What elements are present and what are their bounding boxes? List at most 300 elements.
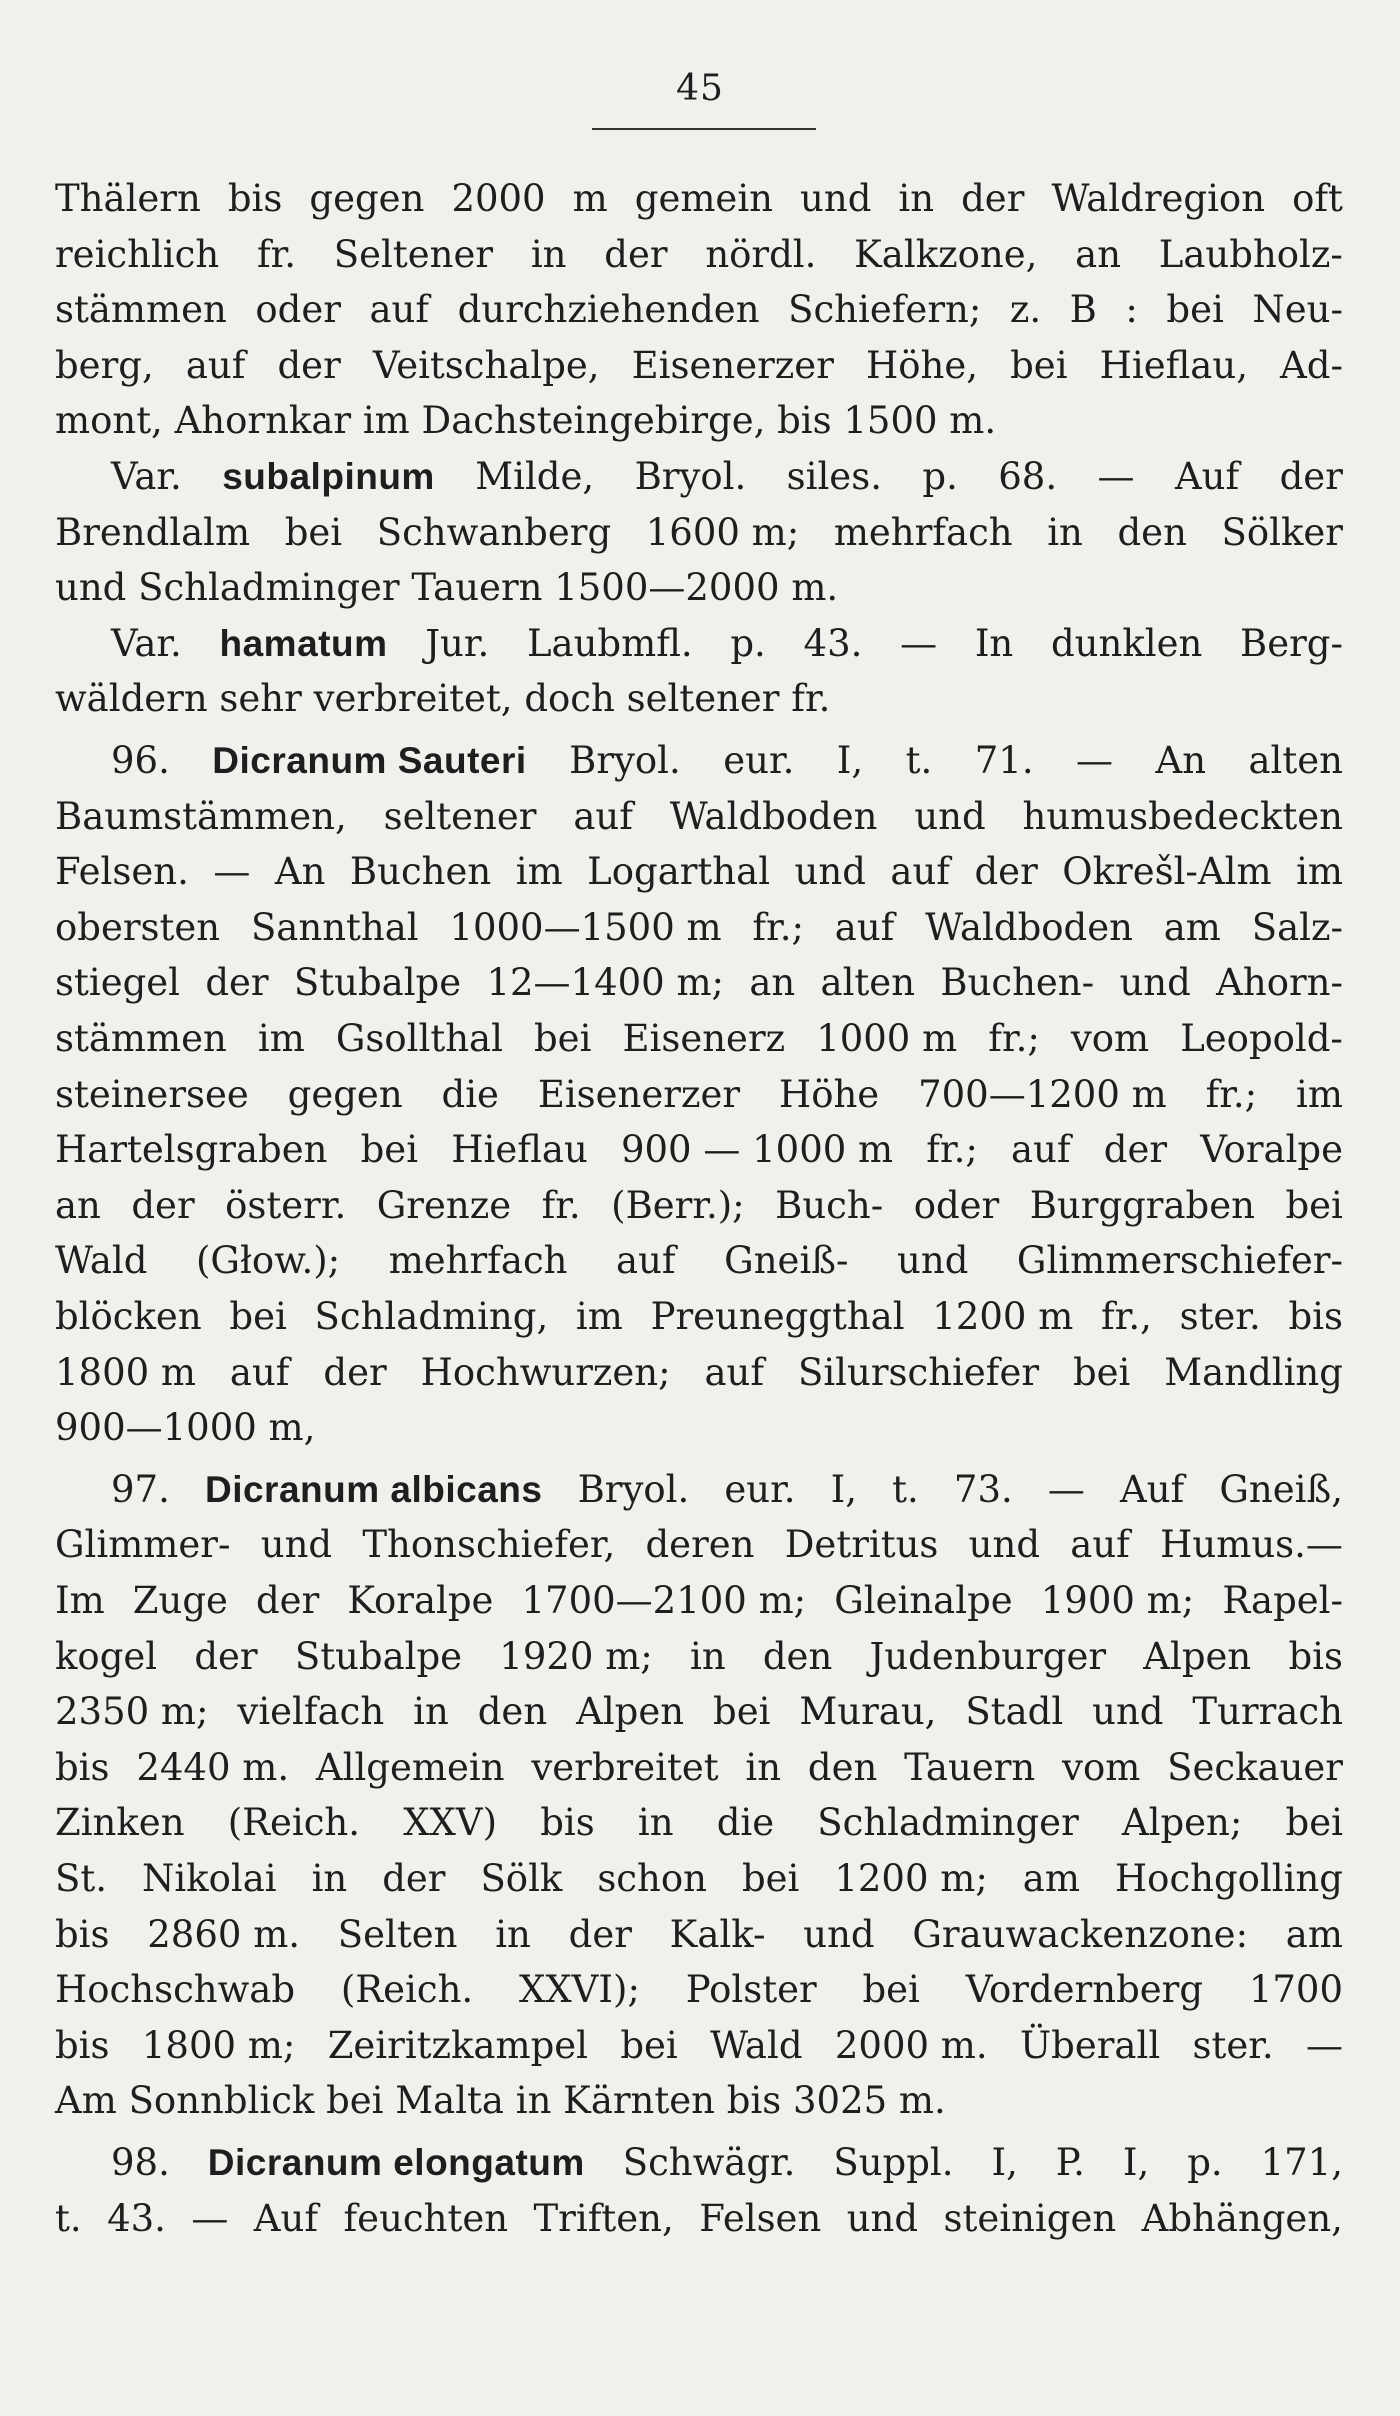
word: eur. <box>724 1468 796 1511</box>
word: In <box>974 622 1014 665</box>
word: hamatum <box>219 623 388 664</box>
word: Vordernberg <box>965 1968 1204 2011</box>
word: auf <box>185 344 246 387</box>
word: und <box>794 850 866 893</box>
word: Veitschalpe, <box>372 344 600 387</box>
word: der <box>205 961 269 1004</box>
text-line <box>55 1908 1343 1962</box>
word: und <box>260 1523 333 1566</box>
word: Gneiß- <box>724 1239 849 1282</box>
word: steinersee <box>55 1073 249 1116</box>
word: Dicranum Sauteri <box>212 740 527 781</box>
word: stämmen <box>55 288 227 331</box>
text-line <box>55 1068 1343 1122</box>
word: Wald <box>55 1239 148 1282</box>
word: bis <box>55 1913 110 1956</box>
word: am <box>1285 1913 1343 1956</box>
word: 1000 m <box>816 1017 958 1060</box>
word: und <box>803 1913 875 1956</box>
word: in <box>898 177 935 220</box>
word: deren <box>645 1523 755 1566</box>
word: 2350 m; <box>55 1690 209 1733</box>
word: bei <box>741 1857 800 1900</box>
word: (Reich. <box>340 1968 474 2011</box>
text-line <box>55 1574 1343 1628</box>
word: Dicranum elongatum <box>207 2142 585 2183</box>
word: oder <box>255 288 341 331</box>
word: bei <box>1285 1184 1343 1227</box>
word: Turrach <box>1192 1690 1343 1733</box>
word: oft <box>1292 177 1343 220</box>
word: Buchen- <box>940 961 1095 1004</box>
word: fr. <box>256 233 297 276</box>
word: am <box>1022 1857 1080 1900</box>
word: ster. <box>1192 2024 1274 2067</box>
word: 900—1000 m, <box>55 1406 316 1449</box>
word: (Głow.); <box>195 1239 341 1282</box>
word: Koralpe <box>347 1579 494 1622</box>
text-line <box>55 1179 1343 1233</box>
word: in <box>311 1857 348 1900</box>
word: An <box>1155 739 1207 782</box>
word: Alpen <box>1143 1635 1252 1678</box>
word: Bryol. <box>569 739 681 782</box>
word: der <box>323 1351 387 1394</box>
word: Silurschiefer <box>797 1351 1040 1394</box>
word: vom <box>1062 1746 1141 1789</box>
word: Bryol. <box>577 1468 690 1511</box>
word: schon <box>597 1857 707 1900</box>
word: bis <box>540 1801 595 1844</box>
word: obersten <box>55 906 221 949</box>
word: vielfach <box>237 1690 385 1733</box>
word: Neu- <box>1252 288 1343 331</box>
word: den <box>477 1690 548 1733</box>
word: reichlich <box>55 233 220 276</box>
word: 43. <box>803 622 863 665</box>
word: die <box>716 1801 775 1844</box>
word: Ahorn- <box>1216 961 1343 1004</box>
word: in <box>1047 511 1083 554</box>
word: t. <box>905 739 933 782</box>
word: gemein <box>634 177 773 220</box>
word: Eisenerzer <box>537 1073 741 1116</box>
word: 1000—1500 m <box>449 906 722 949</box>
word: Hochgolling <box>1114 1857 1343 1900</box>
word: 71. <box>974 739 1034 782</box>
word: Kalk- <box>669 1913 766 1956</box>
word: Gleinalpe <box>834 1579 1013 1622</box>
word: und <box>846 2197 919 2240</box>
word: Buchen <box>349 850 492 893</box>
word: und <box>1092 1690 1164 1733</box>
word: Var. <box>111 622 182 665</box>
word: Alpen <box>576 1690 685 1733</box>
word: bei <box>620 2024 678 2067</box>
word: Schiefern; <box>788 288 982 331</box>
word: 2860 m. <box>147 1913 301 1956</box>
word: seltener <box>383 795 537 838</box>
word: auf <box>616 1239 676 1282</box>
word: den <box>1117 511 1187 554</box>
text-line <box>55 1012 1343 1066</box>
word: Ad- <box>1280 344 1343 387</box>
word: der <box>255 1579 320 1622</box>
word: und <box>1119 961 1191 1004</box>
word: österr. <box>225 1184 347 1227</box>
word: Glimmerschiefer- <box>1016 1239 1343 1282</box>
word: an <box>749 961 796 1004</box>
word: — <box>191 2197 229 2240</box>
word: Tauern <box>904 1746 1036 1789</box>
word: bis <box>55 2024 110 2067</box>
word: Salz- <box>1251 906 1343 949</box>
word: (Reich. <box>227 1801 361 1844</box>
word: steinigen <box>943 2197 1117 2240</box>
word: — <box>1306 2024 1343 2067</box>
word: Hochschwab <box>55 1968 296 2011</box>
word: subalpinum <box>222 456 435 497</box>
text-line <box>55 1852 1343 1906</box>
word: Gsollthal <box>335 1017 503 1060</box>
word: Baumstämmen, <box>55 795 347 838</box>
word: mehrfach <box>388 1239 568 1282</box>
word: Zeiritzkampel <box>327 2024 588 2067</box>
word: Auf <box>253 2197 319 2240</box>
word: fr.; <box>752 906 804 949</box>
word: stiegel <box>55 961 181 1004</box>
word: bis <box>1288 1295 1343 1338</box>
word: Suppl. <box>833 2141 954 2184</box>
word: Seltener <box>333 233 494 276</box>
word: z. <box>1009 288 1042 331</box>
word: bei <box>360 1128 419 1171</box>
word: Eisenerz <box>622 1017 786 1060</box>
text-line <box>55 1963 1343 2017</box>
word: auf <box>704 1351 765 1394</box>
text-line <box>55 734 1343 788</box>
word: — <box>213 850 251 893</box>
word: Triften, <box>533 2197 674 2240</box>
word: Thonschiefer, <box>362 1523 616 1566</box>
word: am <box>1163 906 1221 949</box>
word: 1700—2100 m; <box>521 1579 807 1622</box>
word: gegen <box>309 177 425 220</box>
word: bei <box>862 1968 920 2011</box>
text-line <box>55 283 1343 337</box>
word: Rapel- <box>1222 1579 1343 1622</box>
word: Thälern <box>55 177 201 220</box>
word: kogel <box>55 1635 158 1678</box>
word: alten <box>820 961 916 1004</box>
word: (Berr.); <box>611 1184 745 1227</box>
word: Sölker <box>1221 511 1343 554</box>
text-line <box>55 1290 1343 1344</box>
word: Polster <box>685 1968 817 2011</box>
word: Okrešl-Alm <box>1062 850 1272 893</box>
text-line <box>55 1123 1343 1177</box>
word: Mandling <box>1164 1351 1343 1394</box>
word: im <box>515 850 563 893</box>
word: feuchten <box>343 2197 509 2240</box>
word: Hieflau, <box>1099 344 1248 387</box>
word: der <box>1103 1128 1168 1171</box>
word: den <box>807 1746 878 1789</box>
word: im <box>1296 1073 1343 1116</box>
word: in <box>495 1913 531 1956</box>
word: Berg- <box>1240 622 1343 665</box>
word: P. <box>1055 2141 1085 2184</box>
word: 1900 m; <box>1040 1579 1195 1622</box>
word: Schladming, <box>314 1295 549 1338</box>
word: Eisenerzer <box>631 344 834 387</box>
word: in <box>413 1690 449 1733</box>
word: der <box>194 1635 258 1678</box>
word: bei <box>284 511 343 554</box>
text-line <box>55 672 1343 726</box>
word: Milde, <box>475 455 595 498</box>
word: fr., <box>1101 1295 1152 1338</box>
word: und Schladminger Tauern 1500—2000 m. <box>55 566 839 609</box>
word: 68. <box>998 455 1058 498</box>
word: Waldregion <box>1051 177 1266 220</box>
word: 1700 <box>1248 1968 1343 2011</box>
word: Überall <box>1019 2024 1161 2067</box>
word: bei <box>1010 344 1068 387</box>
word: dunklen <box>1050 622 1203 665</box>
text-line <box>55 1741 1343 1795</box>
word: mont, Ahornkar im Dachsteingebirge, bis 1500 m. <box>55 399 997 442</box>
word: fr.; <box>1205 1073 1258 1116</box>
word: Jur. <box>425 622 490 665</box>
word: Schwanberg <box>376 511 612 554</box>
word: mehrfach <box>833 511 1013 554</box>
word: Brendlalm <box>55 511 251 554</box>
word: p. <box>922 455 958 498</box>
word: Humus.— <box>1160 1523 1343 1566</box>
word: Felsen <box>699 2197 822 2240</box>
word: Stubalpe <box>293 961 462 1004</box>
word: blöcken <box>55 1295 202 1338</box>
word: bei <box>229 1295 287 1338</box>
word: 171, <box>1260 2141 1343 2184</box>
word: an <box>55 1184 101 1227</box>
text-line <box>55 394 1343 448</box>
word: auf <box>229 1351 290 1394</box>
text-line <box>55 956 1343 1010</box>
word: gegen <box>287 1073 403 1116</box>
text-line <box>55 172 1343 226</box>
word: Am Sonnblick bei Malta in Kärnten bis 3025 m. <box>55 2079 946 2122</box>
word: auf <box>1011 1128 1071 1171</box>
word: — <box>900 622 938 665</box>
word: I, <box>830 1468 858 1511</box>
word: fr. <box>541 1184 581 1227</box>
word: I, <box>991 2141 1018 2184</box>
word: Var. <box>111 455 182 498</box>
word: und <box>968 1523 1041 1566</box>
word: Logarthal <box>587 850 771 893</box>
text-line <box>55 339 1343 393</box>
word: Zinken <box>55 1801 185 1844</box>
word: Glimmer- <box>55 1523 231 1566</box>
word: auf <box>834 906 895 949</box>
word: 2440 m. <box>136 1746 290 1789</box>
word: — <box>1097 455 1135 498</box>
word: und <box>914 795 986 838</box>
word: 1800 m; <box>141 2024 296 2067</box>
word: 12—1400 m; <box>486 961 725 1004</box>
word: XXV) <box>403 1801 498 1844</box>
text-line <box>55 450 1343 504</box>
word: 1920 m; <box>499 1635 653 1678</box>
word: Waldboden <box>669 795 878 838</box>
word: durchziehenden <box>457 288 760 331</box>
word: — <box>1076 739 1114 782</box>
word: der <box>974 850 1038 893</box>
word: Allgemein <box>315 1746 505 1789</box>
word: 700—1200 m <box>918 1073 1167 1116</box>
word: in <box>689 1635 726 1678</box>
header-rule <box>592 128 816 130</box>
word: vom <box>1070 1017 1150 1060</box>
word: Preuneggthal <box>650 1295 905 1338</box>
word: Dicranum albicans <box>204 1469 543 1510</box>
word: p. <box>1187 2141 1223 2184</box>
word: fr.; <box>988 1017 1040 1060</box>
word: bis <box>55 1746 110 1789</box>
word: der <box>961 177 1025 220</box>
text-line <box>55 228 1343 282</box>
word: Burggraben <box>1029 1184 1255 1227</box>
word: Höhe <box>778 1073 880 1116</box>
text-line <box>55 1796 1343 1850</box>
page-number: 45 <box>676 68 724 109</box>
word: Sannthal <box>250 906 419 949</box>
word: der <box>382 1857 446 1900</box>
word: nördl. <box>705 233 817 276</box>
text-line <box>55 617 1343 671</box>
word: bei <box>1285 1801 1343 1844</box>
text-line <box>55 2019 1343 2073</box>
word: 96. <box>111 739 170 782</box>
word: bis <box>227 177 283 220</box>
word: bei <box>713 1690 771 1733</box>
word: und <box>800 177 872 220</box>
word: Höhe, <box>865 344 979 387</box>
word: Schwägr. <box>622 2141 796 2184</box>
word: die <box>441 1073 499 1116</box>
text-line <box>55 1463 1343 1517</box>
word: ster. <box>1179 1295 1261 1338</box>
word: St. <box>55 1857 107 1900</box>
word: Grauwackenzone: <box>912 1913 1249 1956</box>
word: 97. <box>111 1468 170 1511</box>
word: auf <box>369 288 430 331</box>
word: der <box>277 344 341 387</box>
text-line <box>55 1234 1343 1288</box>
text-line <box>55 790 1343 844</box>
word: Nikolai <box>141 1857 277 1900</box>
word: in <box>745 1746 782 1789</box>
word: m <box>572 177 608 220</box>
word: Abhängen, <box>1141 2197 1343 2240</box>
word: 900 — 1000 m <box>620 1128 894 1171</box>
word: Judenburger <box>869 1635 1107 1678</box>
word: Auf <box>1120 1468 1185 1511</box>
text-line <box>55 1630 1343 1684</box>
word: bei <box>1072 1351 1131 1394</box>
word: alten <box>1248 739 1343 782</box>
word: bis <box>1288 1635 1343 1678</box>
word: Stadl <box>965 1690 1064 1733</box>
text-line <box>55 1685 1343 1739</box>
word: der <box>568 1913 632 1956</box>
word: Felsen. <box>55 850 189 893</box>
word: Alpen; <box>1121 1801 1243 1844</box>
word: p. <box>730 622 766 665</box>
word: auf <box>890 850 950 893</box>
word: verbreitet <box>531 1746 719 1789</box>
text-line <box>55 561 1343 615</box>
word: 73. <box>953 1468 1013 1511</box>
word: humusbedeckten <box>1022 795 1343 838</box>
word: I, <box>1122 2141 1150 2184</box>
word: Buch- <box>775 1184 884 1227</box>
word: — <box>1047 1468 1085 1511</box>
word: : <box>1125 288 1138 331</box>
word: Im <box>55 1579 105 1622</box>
word: Leopold- <box>1180 1017 1343 1060</box>
word: 1200 m <box>932 1295 1074 1338</box>
word: bei <box>1166 288 1224 331</box>
word: Hochwurzen; <box>420 1351 671 1394</box>
word: berg, <box>55 344 154 387</box>
word: t. <box>55 2197 82 2240</box>
word: Sölk <box>480 1857 563 1900</box>
text-line <box>55 1346 1343 1400</box>
text-line <box>55 901 1343 955</box>
text-line <box>55 2192 1343 2246</box>
word: An <box>274 850 326 893</box>
word: 98. <box>111 2141 170 2184</box>
word: fr.; <box>926 1128 978 1171</box>
word: XXVI); <box>519 1968 640 2011</box>
word: den <box>762 1635 833 1678</box>
word: im <box>575 1295 623 1338</box>
word: im <box>1296 850 1343 893</box>
word: Hieflau <box>451 1128 588 1171</box>
word: 2000 <box>451 177 546 220</box>
word: 1600 m; <box>645 511 800 554</box>
word: B <box>1069 288 1097 331</box>
word: wäldern sehr verbreitet, doch seltener fr. <box>55 677 831 720</box>
word: 43. <box>107 2197 166 2240</box>
word: bei <box>534 1017 592 1060</box>
word: der <box>604 233 668 276</box>
word: an <box>1075 233 1122 276</box>
word: Grenze <box>376 1184 512 1227</box>
word: im <box>257 1017 305 1060</box>
word: der <box>131 1184 195 1227</box>
text-line <box>55 506 1343 560</box>
word: Zuge <box>132 1579 228 1622</box>
word: Seckauer <box>1167 1746 1343 1789</box>
word: Detritus <box>784 1523 939 1566</box>
word: Waldboden <box>925 906 1133 949</box>
word: der <box>1279 455 1343 498</box>
word: Schladminger <box>817 1801 1079 1844</box>
